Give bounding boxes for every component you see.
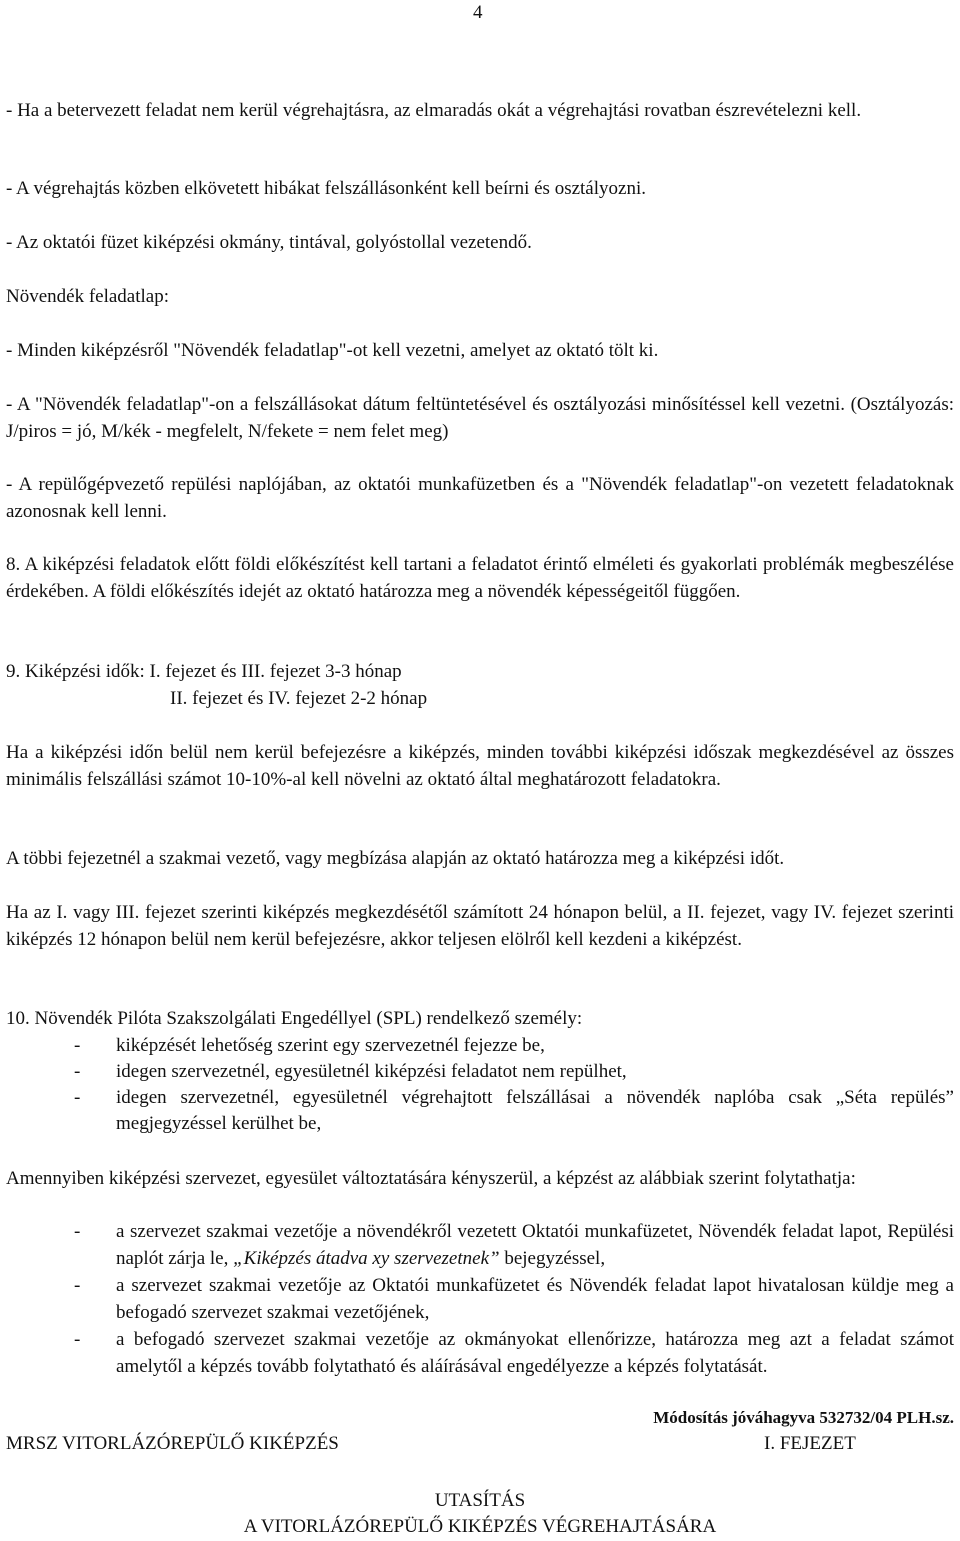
list-dash: - <box>74 1221 81 1242</box>
training-times-line-2: II. fejezet és IV. fejezet 2-2 hónap <box>170 688 428 709</box>
paragraph-instructor-booklet: - Az oktatói füzet kiképzési okmány, tintával, golyóstollal vezetendő. <box>6 232 532 253</box>
list-item: idegen szervezetnél, egyesületnél végrehajtott felszállásai a növendék naplóba csak „Séta repülés” megjegyzéssel kerülhet be, <box>116 1087 954 1134</box>
title-line-1: UTASÍTÁS <box>434 1490 526 1511</box>
paragraph-organization-change: Amennyiben kiképzési szervezet, egyesület változtatására kényszerül, a képzést az alábbiak szerint folytathatja: <box>6 1168 856 1189</box>
list-item: a szervezet szakmai vezetője az Oktatói munkafüzetet és Növendék feladat lapot hivatalosan küldje meg a befogadó szervezet szakmai vezetőjének, <box>116 1275 954 1323</box>
paragraph-unexecuted-task: - Ha a betervezett feladat nem kerül végrehajtásra, az elmaradás okát a végrehajtási rovatban észrevételezni kell. <box>6 100 862 121</box>
list-item: a befogadó szervezet szakmai vezetője az okmányokat ellenőrizze, határozza meg azt a feladat számot amelytől a képzés tovább folytatható és aláírásával engedélyezze a képzés folytatását. <box>116 1329 954 1377</box>
list-item-text: bejegyzéssel, <box>499 1248 606 1269</box>
list-item-text: a szervezet szakmai vezetője a növendékről vezetett Oktatói munkafüzetet, Növendék feladat lapot, Repülési naplót zárja le, <box>116 1221 954 1269</box>
list-dash: - <box>74 1061 81 1082</box>
footer-left: MRSZ VITORLÁZÓREPÜLŐ KIKÉPZÉS <box>6 1433 339 1454</box>
training-times-line-1: 9. Kiképzési idők: I. fejezet és III. fejezet 3-3 hónap <box>6 661 402 682</box>
list-item: idegen szervezetnél, egyesületnél kiképzési feladatot nem repülhet, <box>116 1061 627 1082</box>
list-dash: - <box>74 1275 81 1296</box>
paragraph-restart-training: Ha az I. vagy III. fejezet szerinti kiképzés megkezdésétől számított 24 hónapon belül, a II. fejezet, vagy IV. fejezet szerinti kiképzés 12 hónapon belül nem kerül befejezésre, akkor teljesen elölről kell kezdeni a kiképzést. <box>6 902 954 950</box>
page-number: 4 <box>473 2 483 23</box>
paragraph-time-exceeded: Ha a kiképzési időn belül nem kerül befejezésre a kiképzés, minden további kiképzési időszak megkezdésével az összes minimális felszállási számot 10-10%-al kell növelni az oktató által meghatározott feladatokra. <box>6 742 954 790</box>
paragraph-errors: - A végrehajtás közben elkövetett hibákat felszállásonként kell beírni és osztályozni. <box>6 178 646 199</box>
list-item <box>116 1218 954 1272</box>
heading-student-tasksheet: Növendék feladatlap: <box>6 286 170 307</box>
list-item-emphasis: „Kiképzés átadva xy szervezetnek” <box>233 1248 500 1269</box>
paragraph-tasksheet-required: - Minden kiképzésről "Növendék feladatlap"-ot kell vezetni, amelyet az oktató tölt ki. <box>6 340 659 361</box>
footer-right: I. FEJEZET <box>764 1433 856 1454</box>
list-item: kiképzését lehetőség szerint egy szervezetnél fejezze be, <box>116 1035 545 1056</box>
paragraph-tasksheet-grading: - A "Növendék feladatlap"-on a felszállásokat dátum feltüntetésével és osztályozási minősítéssel kell vezetni. (Osztályozás: J/piros = jó, M/kék - megfelelt, N/fekete = nem felet meg) <box>6 394 954 442</box>
modification-note: Módosítás jóváhagyva 532732/04 PLH.sz. <box>653 1408 954 1427</box>
paragraph-ground-preparation: 8. A kiképzési feladatok előtt földi előkészítést kell tartani a feladatot érintő elméleti és gyakorlati problémák megbeszélése érdekében. A földi előkészítés idejét az oktató határozza meg a növendék képességeitől függően. <box>6 554 954 602</box>
paragraph-other-chapters: A többi fejezetnél a szakmai vezető, vagy megbízása alapján az oktató határozza meg a kiképzési időt. <box>6 848 785 869</box>
title-line-2: A VITORLÁZÓREPÜLŐ KIKÉPZÉS VÉGREHAJTÁSÁRA <box>243 1516 717 1537</box>
list-dash: - <box>74 1329 81 1350</box>
list-dash: - <box>74 1087 81 1108</box>
heading-spl-student: 10. Növendék Pilóta Szakszolgálati Engedéllyel (SPL) rendelkező személy: <box>6 1008 583 1029</box>
paragraph-logbook-consistency: - A repülőgépvezető repülési naplójában, az oktatói munkafüzetben és a "Növendék feladatlap"-on vezetett feladatoknak azonosnak kell lenni. <box>6 474 954 522</box>
list-dash: - <box>74 1035 81 1056</box>
